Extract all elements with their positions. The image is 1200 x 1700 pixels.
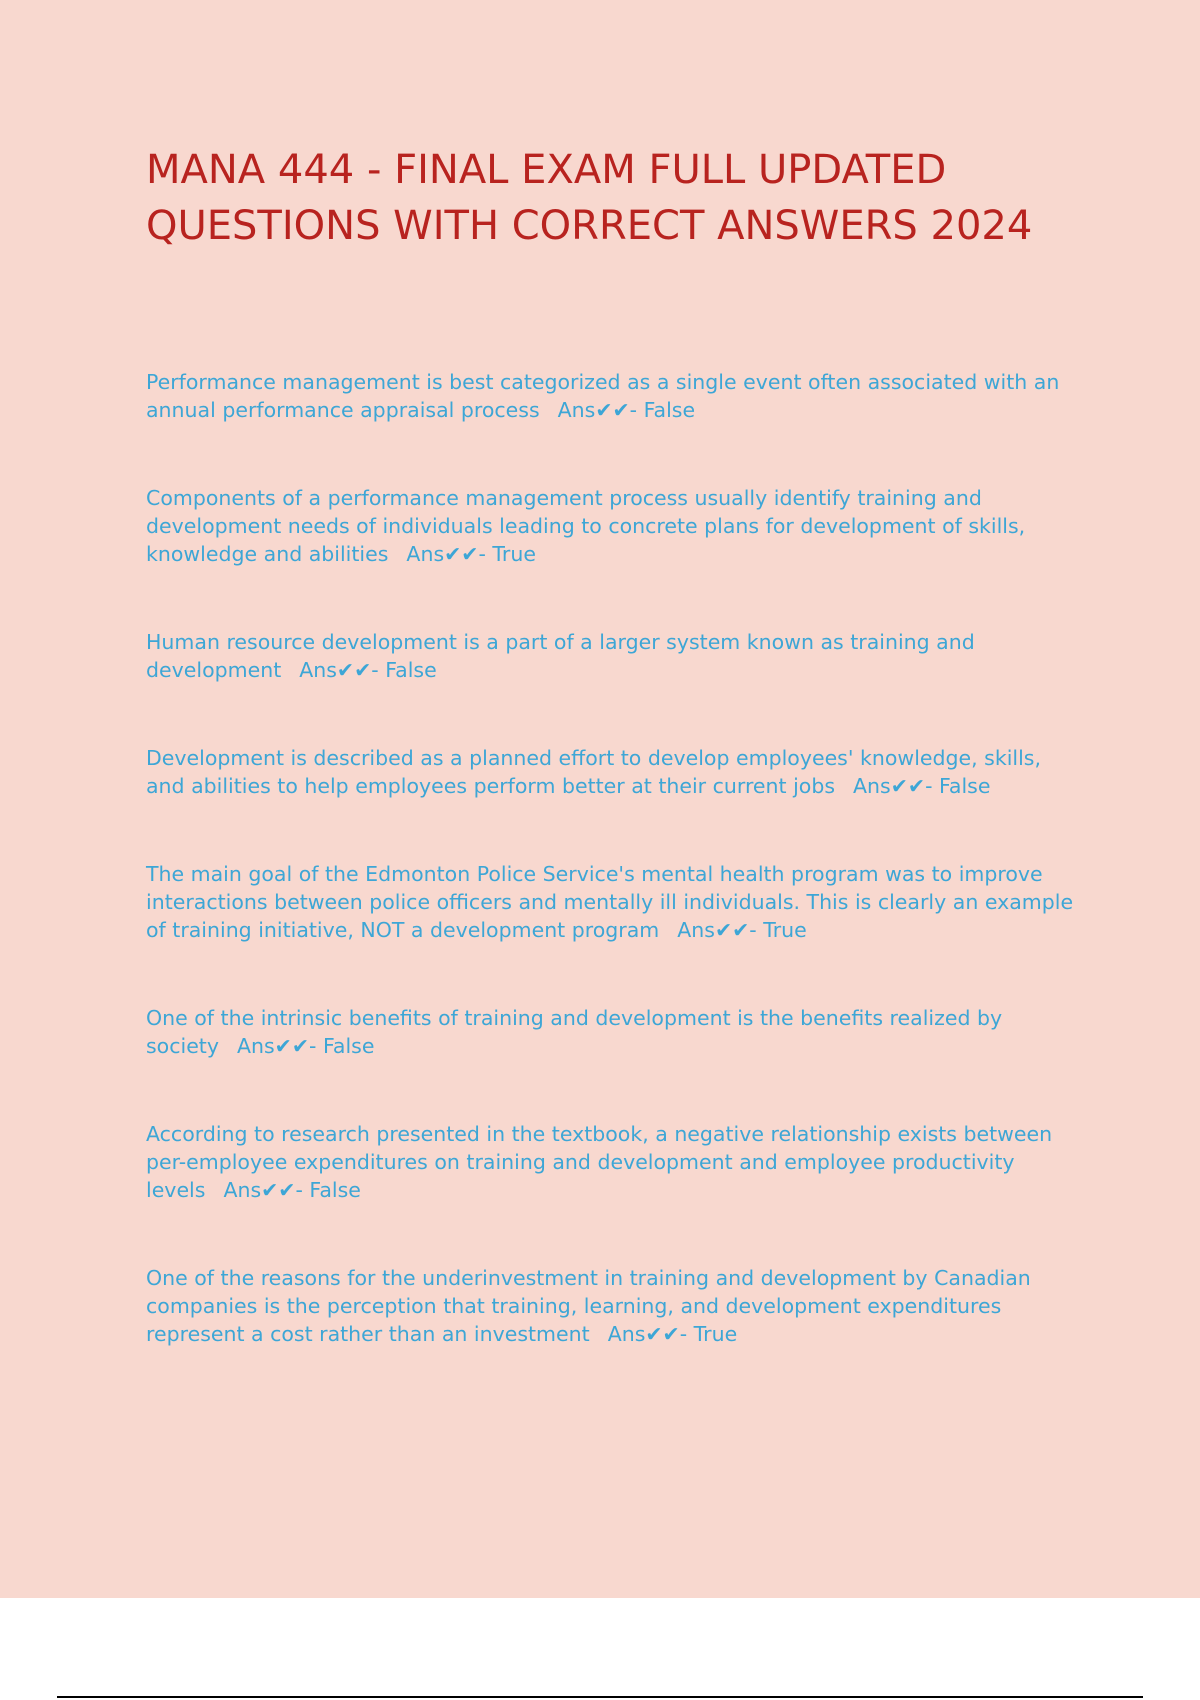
answer-prefix: Ans✔✔-: [557, 398, 638, 422]
question-text: According to research presented in the textbook, a negative relationship exists between per-employee expenditures on training and development and employee productivity levels: [146, 1122, 1053, 1202]
qa-item: [146, 1004, 1086, 1060]
answer-value: True: [693, 1322, 738, 1346]
answer-prefix: Ans✔✔-: [299, 658, 379, 682]
answer-prefix: Ans✔✔-: [677, 918, 757, 942]
answer-value: False: [385, 658, 437, 682]
qa-item: [146, 368, 1086, 424]
answer-prefix: Ans✔✔-: [236, 1034, 317, 1058]
document-title: MANA 444 - FINAL EXAM FULL UPDATED QUESTIONS WITH CORRECT ANSWERS 2024: [146, 147, 1033, 249]
answer-prefix: Ans✔✔-: [223, 1178, 303, 1202]
answer-prefix: Ans✔✔-: [406, 542, 486, 566]
qa-item: [146, 860, 1086, 944]
question-text: Development is described as a planned effort to develop employees' knowledge, skills, and abilities to help employees perform better at their current jobs: [146, 746, 1042, 798]
question-text: One of the intrinsic benefits of training and development is the benefits realized by society: [146, 1006, 1003, 1058]
qa-item: [146, 744, 1086, 800]
question-text: Performance management is best categorized as a single event often associated with an annual performance appraisal process: [146, 370, 1060, 422]
question-text: Components of a performance management process usually identify training and development needs of individuals leading to concrete plans for development of skills, knowledge and abilities: [146, 486, 1026, 566]
question-text: Human resource development is a part of a larger system known as training and development: [146, 630, 975, 682]
answer-value: False: [309, 1178, 361, 1202]
qa-item: [146, 484, 1086, 568]
answer-value: True: [492, 542, 536, 566]
qa-item: [146, 1120, 1086, 1204]
answer-prefix: Ans✔✔-: [853, 774, 933, 798]
answer-value: False: [322, 1034, 375, 1058]
answer-value: True: [763, 918, 807, 942]
question-text: One of the reasons for the underinvestment in training and development by Canadian companies is the perception that training, learning, and development expenditures represent a cost rather than an investment: [146, 1266, 1031, 1346]
footer-rule: [57, 1696, 1143, 1698]
qa-item: [146, 1264, 1086, 1348]
answer-value: False: [939, 774, 991, 798]
question-text: The main goal of the Edmonton Police Service's mental health program was to improve interactions between police officers and mentally ill individuals. This is clearly an example of training initiative, NOT a development program: [146, 862, 1074, 942]
qa-item: [146, 628, 1086, 684]
answer-value: False: [643, 398, 696, 422]
answer-prefix: Ans✔✔-: [607, 1322, 688, 1346]
question-answer-list: [146, 368, 1086, 1348]
